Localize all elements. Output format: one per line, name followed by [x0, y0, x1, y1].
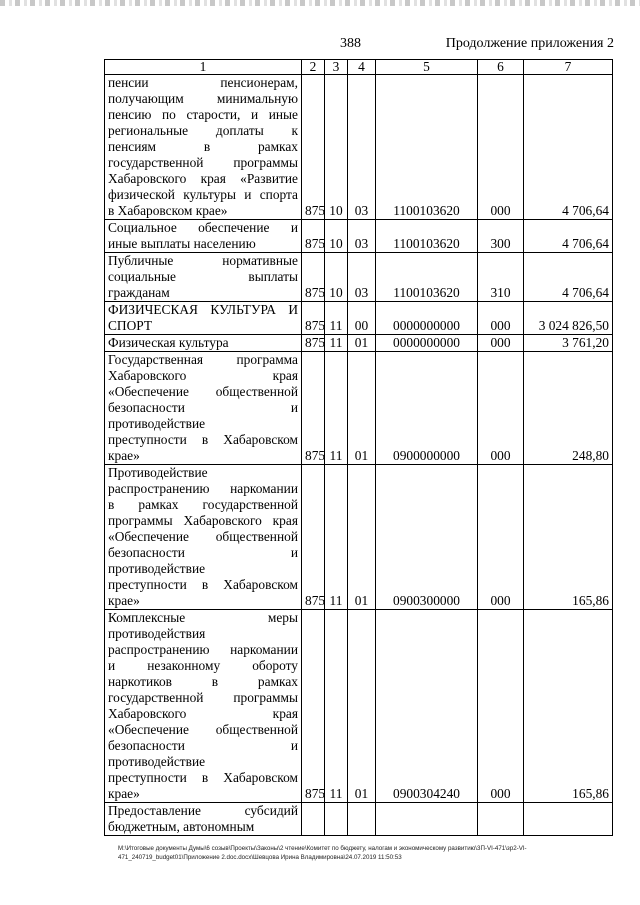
- description-line: государственной программы: [108, 690, 298, 705]
- table-row: [105, 302, 613, 335]
- table-row: [105, 352, 613, 465]
- description-line: государственной программы: [108, 155, 298, 170]
- column-header: 7: [524, 60, 613, 75]
- column-header: 6: [478, 60, 524, 75]
- table-row: [105, 253, 613, 302]
- table-row: [105, 465, 613, 610]
- budget-table: [104, 59, 613, 836]
- expense-type-code: 000: [478, 302, 524, 335]
- description-line: крае»: [108, 593, 140, 608]
- description-line: Хабаровского края: [108, 368, 298, 383]
- description-line: противодействия: [108, 626, 206, 641]
- continuation-label: Продолжение приложения 2: [445, 36, 614, 51]
- target-article-code: 0000000000: [376, 335, 478, 352]
- description-line: противодействие: [108, 561, 206, 576]
- row-description: [105, 75, 302, 220]
- table-row: [105, 75, 613, 220]
- description-line: распространению наркомании: [108, 642, 298, 657]
- table-row: [105, 803, 613, 836]
- description-line: иные выплаты населению: [108, 236, 256, 251]
- row-description: [105, 610, 302, 803]
- subsection-code: 01: [348, 352, 376, 465]
- row-description: [105, 335, 302, 352]
- column-header: 2: [302, 60, 325, 75]
- description-line: гражданам: [108, 285, 170, 300]
- description-line: в Хабаровском крае»: [108, 203, 228, 218]
- amount-value: [524, 803, 613, 836]
- description-line: противодействие: [108, 416, 206, 431]
- expense-type-code: 300: [478, 220, 524, 253]
- description-line: безопасности и: [108, 738, 298, 753]
- description-line: Государственная программа: [108, 352, 298, 367]
- description-line: безопасности и: [108, 400, 298, 415]
- page-number: 388: [340, 36, 361, 51]
- description-line: крае»: [108, 448, 140, 463]
- subsection-code: 00: [348, 302, 376, 335]
- description-line: «Обеспечение общественной: [108, 384, 298, 399]
- column-header: 4: [348, 60, 376, 75]
- description-line: преступности в Хабаровском: [108, 770, 298, 785]
- row-description: [105, 302, 302, 335]
- column-header: 5: [376, 60, 478, 75]
- description-line: региональные доплаты к: [108, 123, 298, 138]
- description-line: пенсию по старости, и иные: [108, 107, 298, 122]
- target-article-code: 0900304240: [376, 610, 478, 803]
- description-line: бюджетным, автономным: [108, 819, 255, 834]
- ministry-code: 875: [302, 352, 325, 465]
- ministry-code: 875: [302, 253, 325, 302]
- expense-type-code: 000: [478, 335, 524, 352]
- description-line: распространению наркомании: [108, 481, 298, 496]
- subsection-code: 03: [348, 253, 376, 302]
- description-line: Предоставление субсидий: [108, 803, 298, 818]
- amount-value: 4 706,64: [524, 75, 613, 220]
- description-line: СПОРТ: [108, 318, 153, 333]
- description-line: крае»: [108, 786, 140, 801]
- description-line: пенсии пенсионерам,: [108, 75, 298, 90]
- ministry-code: 875: [302, 335, 325, 352]
- row-description: [105, 803, 302, 836]
- description-line: безопасности и: [108, 545, 298, 560]
- section-code: 10: [325, 220, 348, 253]
- subsection-code: 01: [348, 335, 376, 352]
- description-line: социальные выплаты: [108, 269, 298, 284]
- amount-value: 165,86: [524, 465, 613, 610]
- description-line: Физическая культура: [108, 335, 229, 350]
- description-line: Противодействие: [108, 465, 208, 480]
- description-line: Публичные нормативные: [108, 253, 298, 268]
- description-line: получающим минимальную: [108, 91, 298, 106]
- section-code: [325, 803, 348, 836]
- description-line: в рамках государственной: [108, 497, 298, 512]
- amount-value: 248,80: [524, 352, 613, 465]
- subsection-code: [348, 803, 376, 836]
- description-line: ФИЗИЧЕСКАЯ КУЛЬТУРА И: [108, 302, 298, 317]
- column-header: 1: [105, 60, 302, 75]
- expense-type-code: 310: [478, 253, 524, 302]
- row-description: [105, 253, 302, 302]
- description-line: пенсиям в рамках: [108, 139, 298, 154]
- document-path-footer: M:\Итоговые документы Думы\6 созыв\Проекты\Законы\2 чтение\Комитет по бюджету, налогам и экономическому развитию\3П-VI-471\зр2-VI-471_240719_budget01\Приложение 2.doc.docx\Шевцова Ирина Владимировна\24.07.2019 11:50:53: [118, 845, 527, 861]
- scan-artifact-line: [0, 0, 640, 6]
- ministry-code: [302, 803, 325, 836]
- ministry-code: 875: [302, 610, 325, 803]
- section-code: 11: [325, 465, 348, 610]
- row-description: [105, 352, 302, 465]
- description-line: Хабаровского края: [108, 706, 298, 721]
- subsection-code: 01: [348, 610, 376, 803]
- expense-type-code: 000: [478, 75, 524, 220]
- ministry-code: 875: [302, 75, 325, 220]
- description-line: «Обеспечение общественной: [108, 529, 298, 544]
- table-row: [105, 335, 613, 352]
- section-code: 11: [325, 610, 348, 803]
- description-line: наркотиков в рамках: [108, 674, 298, 689]
- subsection-code: 01: [348, 465, 376, 610]
- section-code: 11: [325, 302, 348, 335]
- amount-value: 3 761,20: [524, 335, 613, 352]
- description-line: Комплексные меры: [108, 610, 298, 625]
- amount-value: 165,86: [524, 610, 613, 803]
- ministry-code: 875: [302, 220, 325, 253]
- amount-value: 4 706,64: [524, 253, 613, 302]
- expense-type-code: 000: [478, 465, 524, 610]
- expense-type-code: 000: [478, 352, 524, 465]
- row-description: [105, 465, 302, 610]
- table-header-row: [105, 60, 613, 75]
- amount-value: 4 706,64: [524, 220, 613, 253]
- target-article-code: 0000000000: [376, 302, 478, 335]
- section-code: 11: [325, 352, 348, 465]
- description-line: преступности в Хабаровском: [108, 577, 298, 592]
- section-code: 10: [325, 75, 348, 220]
- target-article-code: 0900000000: [376, 352, 478, 465]
- expense-type-code: [478, 803, 524, 836]
- description-line: противодействие: [108, 754, 206, 769]
- description-line: Хабаровского края «Развитие: [108, 171, 298, 186]
- description-line: Социальное обеспечение и: [108, 220, 298, 235]
- target-article-code: 1100103620: [376, 253, 478, 302]
- description-line: физической культуры и спорта: [108, 187, 298, 202]
- row-description: [105, 220, 302, 253]
- description-line: программы Хабаровского края: [108, 513, 298, 528]
- target-article-code: [376, 803, 478, 836]
- subsection-code: 03: [348, 220, 376, 253]
- table-row: [105, 220, 613, 253]
- section-code: 11: [325, 335, 348, 352]
- column-header: 3: [325, 60, 348, 75]
- description-line: и незаконному обороту: [108, 658, 298, 673]
- subsection-code: 03: [348, 75, 376, 220]
- section-code: 10: [325, 253, 348, 302]
- description-line: «Обеспечение общественной: [108, 722, 298, 737]
- target-article-code: 1100103620: [376, 220, 478, 253]
- target-article-code: 1100103620: [376, 75, 478, 220]
- expense-type-code: 000: [478, 610, 524, 803]
- ministry-code: 875: [302, 302, 325, 335]
- ministry-code: 875: [302, 465, 325, 610]
- amount-value: 3 024 826,50: [524, 302, 613, 335]
- target-article-code: 0900300000: [376, 465, 478, 610]
- table-row: [105, 610, 613, 803]
- description-line: преступности в Хабаровском: [108, 432, 298, 447]
